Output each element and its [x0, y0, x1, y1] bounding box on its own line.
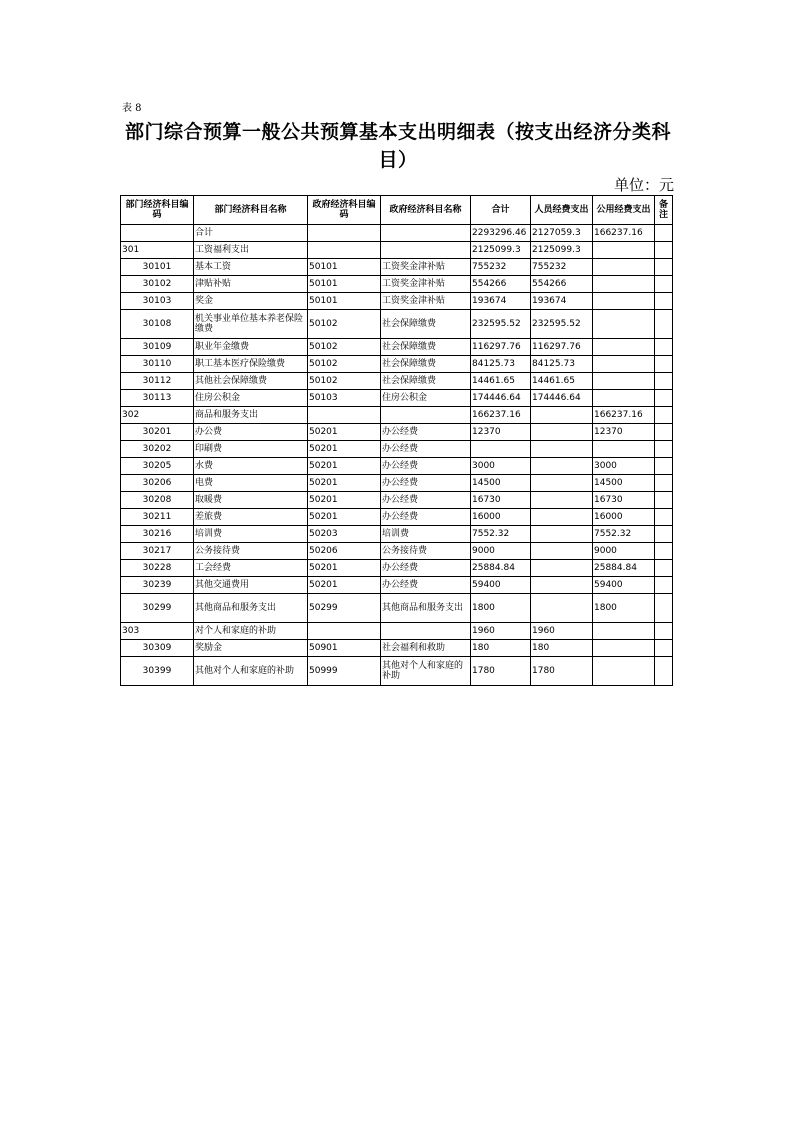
gov-code-cell: 50102: [308, 373, 381, 390]
table-row: [121, 424, 673, 441]
dept-code-cell: 30108: [121, 310, 194, 339]
dept-name-cell: 津贴补贴: [194, 276, 308, 293]
table-row: [121, 242, 673, 259]
dept-code-cell: 30239: [121, 577, 194, 594]
remark-cell: [655, 543, 673, 560]
total-cell: 59400: [471, 577, 531, 594]
public-cell: [593, 276, 655, 293]
remark-cell: [655, 441, 673, 458]
personnel-cell: [531, 407, 593, 424]
header-public: 公用经费支出: [593, 196, 655, 225]
dept-name-cell: 工资福利支出: [194, 242, 308, 259]
remark-cell: [655, 259, 673, 276]
total-cell: 16000: [471, 509, 531, 526]
public-cell: 166237.16: [593, 407, 655, 424]
total-cell: 2125099.3: [471, 242, 531, 259]
gov-name-cell: 社会保障缴费: [381, 339, 471, 356]
dept-code-cell: 30110: [121, 356, 194, 373]
public-cell: 14500: [593, 475, 655, 492]
public-cell: 1800: [593, 594, 655, 623]
dept-code-cell: 30228: [121, 560, 194, 577]
public-cell: [593, 339, 655, 356]
public-cell: 9000: [593, 543, 655, 560]
total-cell: [471, 441, 531, 458]
remark-cell: [655, 310, 673, 339]
dept-code-cell: 30399: [121, 657, 194, 686]
personnel-cell: [531, 441, 593, 458]
dept-code-cell: 30101: [121, 259, 194, 276]
total-cell: 174446.64: [471, 390, 531, 407]
dept-name-cell: 办公费: [194, 424, 308, 441]
table-row: [121, 526, 673, 543]
personnel-cell: [531, 424, 593, 441]
public-cell: [593, 259, 655, 276]
header-personnel: 人员经费支出: [531, 196, 593, 225]
table-row: [121, 390, 673, 407]
public-cell: 166237.16: [593, 225, 655, 242]
remark-cell: [655, 242, 673, 259]
public-cell: 16000: [593, 509, 655, 526]
dept-name-cell: 电费: [194, 475, 308, 492]
dept-name-cell: 基本工资: [194, 259, 308, 276]
budget-table: [120, 195, 673, 686]
gov-code-cell: 50201: [308, 441, 381, 458]
remark-cell: [655, 424, 673, 441]
dept-name-cell: 其他社会保障缴费: [194, 373, 308, 390]
gov-code-cell: [308, 623, 381, 640]
public-cell: [593, 356, 655, 373]
gov-name-cell: 工资奖金津补贴: [381, 276, 471, 293]
table-row: [121, 623, 673, 640]
gov-code-cell: 50299: [308, 594, 381, 623]
gov-name-cell: 住房公积金: [381, 390, 471, 407]
gov-code-cell: 50101: [308, 259, 381, 276]
total-cell: 755232: [471, 259, 531, 276]
gov-code-cell: 50901: [308, 640, 381, 657]
public-cell: [593, 657, 655, 686]
personnel-cell: 193674: [531, 293, 593, 310]
dept-name-cell: 合计: [194, 225, 308, 242]
remark-cell: [655, 657, 673, 686]
page-title: 部门综合预算一般公共预算基本支出明细表（按支出经济分类科目）: [124, 121, 671, 171]
remark-cell: [655, 458, 673, 475]
dept-name-cell: 住房公积金: [194, 390, 308, 407]
gov-name-cell: 办公经费: [381, 492, 471, 509]
total-cell: 180: [471, 640, 531, 657]
gov-name-cell: 办公经费: [381, 475, 471, 492]
dept-name-cell: 职业年金缴费: [194, 339, 308, 356]
public-cell: [593, 390, 655, 407]
gov-name-cell: 办公经费: [381, 441, 471, 458]
dept-name-cell: 职工基本医疗保险缴费: [194, 356, 308, 373]
dept-name-cell: 公务接待费: [194, 543, 308, 560]
gov-code-cell: 50201: [308, 577, 381, 594]
personnel-cell: 2125099.3: [531, 242, 593, 259]
gov-name-cell: 其他对个人和家庭的补助: [381, 657, 471, 686]
header-remark: 备注: [655, 196, 673, 225]
public-cell: 3000: [593, 458, 655, 475]
dept-code-cell: 30217: [121, 543, 194, 560]
public-cell: [593, 373, 655, 390]
gov-code-cell: 50201: [308, 424, 381, 441]
table-row: [121, 509, 673, 526]
dept-name-cell: 其他交通费用: [194, 577, 308, 594]
remark-cell: [655, 407, 673, 424]
personnel-cell: 1960: [531, 623, 593, 640]
total-cell: 1800: [471, 594, 531, 623]
dept-code-cell: 30208: [121, 492, 194, 509]
total-cell: 84125.73: [471, 356, 531, 373]
remark-cell: [655, 594, 673, 623]
table-row: [121, 543, 673, 560]
total-cell: 232595.52: [471, 310, 531, 339]
table-row: [121, 259, 673, 276]
remark-cell: [655, 373, 673, 390]
remark-cell: [655, 356, 673, 373]
total-cell: 554266: [471, 276, 531, 293]
remark-cell: [655, 492, 673, 509]
remark-cell: [655, 225, 673, 242]
public-cell: 59400: [593, 577, 655, 594]
gov-name-cell: 工资奖金津补贴: [381, 259, 471, 276]
total-cell: 16730: [471, 492, 531, 509]
gov-name-cell: 社会福利和救助: [381, 640, 471, 657]
total-cell: 14500: [471, 475, 531, 492]
gov-code-cell: [308, 225, 381, 242]
remark-cell: [655, 293, 673, 310]
dept-code-cell: 30102: [121, 276, 194, 293]
public-cell: 16730: [593, 492, 655, 509]
dept-code-cell: 30113: [121, 390, 194, 407]
total-cell: 1960: [471, 623, 531, 640]
table-row: [121, 657, 673, 686]
gov-name-cell: 社会保障缴费: [381, 356, 471, 373]
personnel-cell: 174446.64: [531, 390, 593, 407]
personnel-cell: [531, 594, 593, 623]
total-cell: 166237.16: [471, 407, 531, 424]
gov-name-cell: [381, 623, 471, 640]
remark-cell: [655, 339, 673, 356]
table-row: [121, 475, 673, 492]
total-cell: 14461.65: [471, 373, 531, 390]
gov-name-cell: 办公经费: [381, 458, 471, 475]
remark-cell: [655, 390, 673, 407]
dept-code-cell: 30216: [121, 526, 194, 543]
dept-code-cell: 303: [121, 623, 194, 640]
gov-code-cell: 50102: [308, 339, 381, 356]
gov-code-cell: 50101: [308, 293, 381, 310]
remark-cell: [655, 623, 673, 640]
dept-name-cell: 培训费: [194, 526, 308, 543]
dept-name-cell: 水费: [194, 458, 308, 475]
gov-name-cell: 办公经费: [381, 509, 471, 526]
gov-code-cell: 50102: [308, 356, 381, 373]
personnel-cell: 180: [531, 640, 593, 657]
dept-name-cell: 商品和服务支出: [194, 407, 308, 424]
public-cell: 7552.32: [593, 526, 655, 543]
gov-name-cell: [381, 407, 471, 424]
table-row: [121, 225, 673, 242]
table-row: [121, 339, 673, 356]
gov-name-cell: 培训费: [381, 526, 471, 543]
dept-name-cell: 取暖费: [194, 492, 308, 509]
remark-cell: [655, 640, 673, 657]
total-cell: 7552.32: [471, 526, 531, 543]
gov-name-cell: 办公经费: [381, 577, 471, 594]
personnel-cell: [531, 458, 593, 475]
total-cell: 193674: [471, 293, 531, 310]
personnel-cell: 2127059.3: [531, 225, 593, 242]
header-gov-name: 政府经济科目名称: [381, 196, 471, 225]
gov-name-cell: 社会保障缴费: [381, 310, 471, 339]
personnel-cell: 554266: [531, 276, 593, 293]
gov-name-cell: 办公经费: [381, 560, 471, 577]
public-cell: 12370: [593, 424, 655, 441]
table-row: [121, 356, 673, 373]
personnel-cell: [531, 475, 593, 492]
dept-code-cell: 30205: [121, 458, 194, 475]
dept-code-cell: 30109: [121, 339, 194, 356]
public-cell: [593, 623, 655, 640]
table-row: [121, 560, 673, 577]
dept-name-cell: 其他商品和服务支出: [194, 594, 308, 623]
gov-name-cell: [381, 242, 471, 259]
personnel-cell: 1780: [531, 657, 593, 686]
personnel-cell: [531, 577, 593, 594]
gov-code-cell: 50101: [308, 276, 381, 293]
gov-code-cell: 50206: [308, 543, 381, 560]
gov-code-cell: 50201: [308, 560, 381, 577]
gov-name-cell: 工资奖金津补贴: [381, 293, 471, 310]
dept-name-cell: 奖励金: [194, 640, 308, 657]
remark-cell: [655, 526, 673, 543]
dept-code-cell: 30202: [121, 441, 194, 458]
personnel-cell: [531, 492, 593, 509]
dept-code-cell: 302: [121, 407, 194, 424]
gov-name-cell: 社会保障缴费: [381, 373, 471, 390]
table-row: [121, 373, 673, 390]
gov-name-cell: 公务接待费: [381, 543, 471, 560]
dept-name-cell: 奖金: [194, 293, 308, 310]
public-cell: [593, 640, 655, 657]
gov-code-cell: 50203: [308, 526, 381, 543]
table-row: [121, 407, 673, 424]
gov-code-cell: 50102: [308, 310, 381, 339]
table-header-row: [121, 196, 673, 225]
gov-code-cell: 50201: [308, 509, 381, 526]
dept-name-cell: 对个人和家庭的补助: [194, 623, 308, 640]
dept-code-cell: 30211: [121, 509, 194, 526]
gov-code-cell: 50201: [308, 492, 381, 509]
gov-code-cell: 50201: [308, 475, 381, 492]
personnel-cell: [531, 509, 593, 526]
dept-code-cell: 30206: [121, 475, 194, 492]
remark-cell: [655, 560, 673, 577]
dept-name-cell: 印刷费: [194, 441, 308, 458]
total-cell: 25884.84: [471, 560, 531, 577]
gov-code-cell: [308, 242, 381, 259]
remark-cell: [655, 577, 673, 594]
personnel-cell: [531, 526, 593, 543]
dept-code-cell: 30299: [121, 594, 194, 623]
dept-code-cell: 30112: [121, 373, 194, 390]
table-label: 表 8: [122, 103, 142, 114]
total-cell: 12370: [471, 424, 531, 441]
table-row: [121, 640, 673, 657]
table-row: [121, 441, 673, 458]
unit-label: 单位：元: [613, 176, 674, 194]
personnel-cell: [531, 560, 593, 577]
table-row: [121, 492, 673, 509]
total-cell: 2293296.46: [471, 225, 531, 242]
dept-code-cell: [121, 225, 194, 242]
gov-name-cell: 其他商品和服务支出: [381, 594, 471, 623]
total-cell: 3000: [471, 458, 531, 475]
gov-code-cell: 50103: [308, 390, 381, 407]
personnel-cell: 116297.76: [531, 339, 593, 356]
total-cell: 1780: [471, 657, 531, 686]
table-row: [121, 310, 673, 339]
dept-name-cell: 差旅费: [194, 509, 308, 526]
personnel-cell: 14461.65: [531, 373, 593, 390]
header-gov-code: 政府经济科目编码: [308, 196, 381, 225]
remark-cell: [655, 276, 673, 293]
header-dept-name: 部门经济科目名称: [194, 196, 308, 225]
dept-code-cell: 30103: [121, 293, 194, 310]
personnel-cell: 84125.73: [531, 356, 593, 373]
gov-code-cell: 50201: [308, 458, 381, 475]
table-row: [121, 293, 673, 310]
dept-name-cell: 其他对个人和家庭的补助: [194, 657, 308, 686]
gov-code-cell: [308, 407, 381, 424]
table-row: [121, 458, 673, 475]
total-cell: 9000: [471, 543, 531, 560]
public-cell: [593, 441, 655, 458]
dept-name-cell: 机关事业单位基本养老保险缴费: [194, 310, 308, 339]
header-total: 合计: [471, 196, 531, 225]
dept-code-cell: 30201: [121, 424, 194, 441]
public-cell: [593, 293, 655, 310]
remark-cell: [655, 475, 673, 492]
dept-code-cell: 301: [121, 242, 194, 259]
total-cell: 116297.76: [471, 339, 531, 356]
public-cell: [593, 242, 655, 259]
public-cell: 25884.84: [593, 560, 655, 577]
gov-name-cell: 办公经费: [381, 424, 471, 441]
table-row: [121, 276, 673, 293]
table-row: [121, 577, 673, 594]
remark-cell: [655, 509, 673, 526]
personnel-cell: 232595.52: [531, 310, 593, 339]
table-row: [121, 594, 673, 623]
gov-code-cell: 50999: [308, 657, 381, 686]
dept-name-cell: 工会经费: [194, 560, 308, 577]
personnel-cell: [531, 543, 593, 560]
dept-code-cell: 30309: [121, 640, 194, 657]
public-cell: [593, 310, 655, 339]
personnel-cell: 755232: [531, 259, 593, 276]
header-dept-code: 部门经济科目编码: [121, 196, 194, 225]
gov-name-cell: [381, 225, 471, 242]
